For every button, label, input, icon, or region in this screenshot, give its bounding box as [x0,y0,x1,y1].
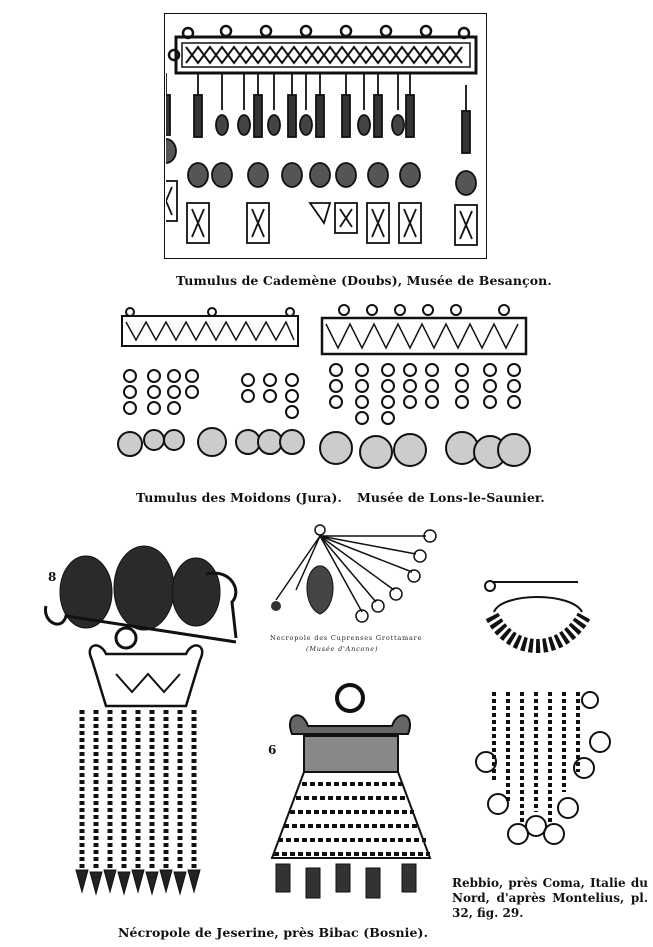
jeserine-fibula-illustration [36,542,246,912]
caption-lons: Musée de Lons-le-Saunier. [357,490,545,505]
figure-number-8: 8 [48,570,57,584]
figure-number-6: 6 [268,743,277,757]
lons-pendant-illustration [314,300,532,476]
caption-cupra-line2: (Musée d'Ancone) [306,645,379,653]
caption-cademene: Tumulus de Cademène (Doubs), Musée de Besançon. [176,273,552,288]
caption-moidons: Tumulus des Moidons (Jura). [136,490,342,505]
caption-cupra-line1: Necropole des Cuprenses Grottamare [270,634,423,642]
rebbio-fibula-illustration [472,572,624,862]
cupra-pendant-illustration [266,520,446,632]
caption-jeserine: Nécropole de Jeserine, près Bibac (Bosnie). [118,925,429,940]
cademene-pendant-illustration [166,15,485,257]
caption-rebbio: Rebbio, près Coma, Italie du Nord, d'après Montelius, pl. 32, fig. 29. [452,876,648,920]
moidons-pendant-illustration [112,304,308,464]
bibac-pectoral-illustration [262,680,442,920]
